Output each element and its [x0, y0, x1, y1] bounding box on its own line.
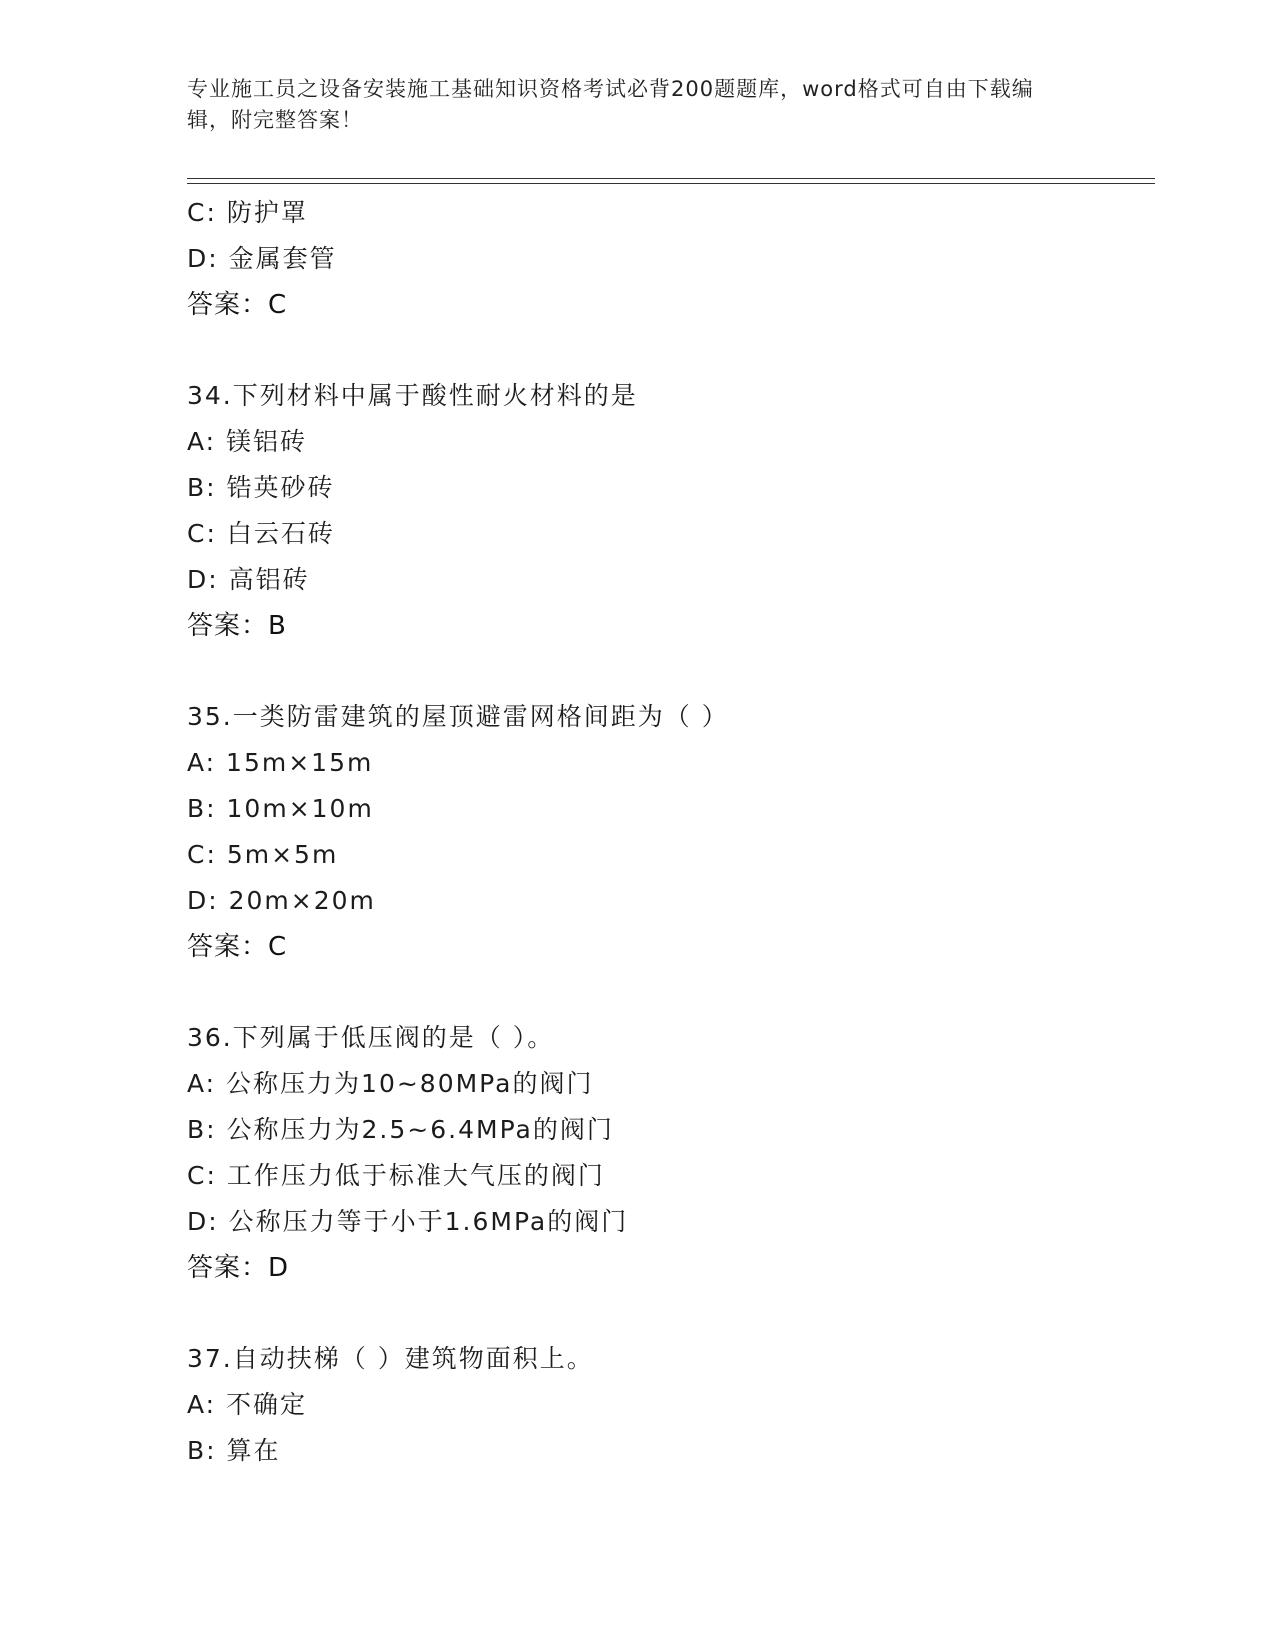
question-stem-row: [187, 373, 1147, 419]
option-row: [187, 1199, 1147, 1245]
option-row: [187, 1153, 1147, 1199]
question-stem-row: [187, 1015, 1147, 1061]
question-stem: 下列属于低压阀的是（ ）。: [232, 1023, 555, 1052]
question-stem: 下列材料中属于酸性耐火材料的是: [232, 381, 638, 410]
option-text: 金属套管: [228, 244, 337, 273]
option-row: [187, 511, 1147, 557]
question-number: 35.: [187, 702, 233, 731]
option-text: 10m×10m: [226, 794, 374, 823]
option-text: 高铝砖: [228, 565, 310, 594]
option-letter: D:: [187, 886, 229, 915]
option-row: [187, 236, 1147, 282]
option-row: [187, 740, 1147, 786]
option-text: 公称压力等于小于1.6MPa的阀门: [228, 1207, 629, 1236]
option-letter: B:: [187, 1115, 227, 1144]
option-row: [187, 878, 1147, 924]
option-row: [187, 190, 1147, 236]
answer-line: 答案：C: [187, 932, 288, 962]
option-row: [187, 1107, 1147, 1153]
question-number: 36.: [187, 1023, 233, 1052]
option-letter: D:: [187, 565, 229, 594]
option-row: [187, 419, 1147, 465]
answer-line: 答案：C: [187, 290, 288, 320]
option-letter: B:: [187, 473, 227, 502]
option-letter: C:: [187, 519, 227, 548]
option-text: 防护罩: [226, 198, 308, 227]
option-row: [187, 1382, 1147, 1428]
spacer: [187, 970, 1147, 1015]
option-letter: B:: [187, 794, 227, 823]
question-stem: 一类防雷建筑的屋顶避雷网格间距为（ ）: [232, 702, 729, 731]
option-letter: D:: [187, 1207, 229, 1236]
option-row: [187, 832, 1147, 878]
option-text: 不确定: [226, 1390, 308, 1419]
option-letter: D:: [187, 244, 229, 273]
header-divider-top: [187, 178, 1155, 179]
option-letter: C:: [187, 1161, 227, 1190]
question-stem: 自动扶梯（ ）建筑物面积上。: [232, 1344, 594, 1373]
spacer: [187, 1291, 1147, 1336]
header-text: 专业施工员之设备安装施工基础知识资格考试必背200题题库，word格式可自由下载编辑，附完整答案！: [187, 77, 1034, 132]
option-row: [187, 465, 1147, 511]
option-text: 公称压力为10~80MPa的阀门: [226, 1069, 594, 1098]
option-letter: C:: [187, 840, 227, 869]
option-text: 锆英砂砖: [226, 473, 335, 502]
option-letter: A:: [187, 1069, 227, 1098]
option-text: 5m×5m: [226, 840, 339, 869]
option-row: [187, 1061, 1147, 1107]
document-header: [187, 74, 1067, 136]
option-text: 公称压力为2.5~6.4MPa的阀门: [226, 1115, 614, 1144]
question-stem-row: [187, 1336, 1147, 1382]
option-letter: A:: [187, 427, 227, 456]
option-text: 白云石砖: [226, 519, 335, 548]
option-letter: B:: [187, 1436, 227, 1465]
option-row: [187, 557, 1147, 603]
option-text: 算在: [226, 1436, 281, 1465]
option-text: 镁铝砖: [226, 427, 308, 456]
question-stem-row: [187, 694, 1147, 740]
answer-line: 答案：D: [187, 1253, 290, 1283]
option-letter: C:: [187, 198, 227, 227]
option-text: 20m×20m: [228, 886, 376, 915]
spacer: [187, 649, 1147, 694]
spacer: [187, 328, 1147, 373]
question-number: 37.: [187, 1344, 233, 1373]
question-number: 34.: [187, 381, 233, 410]
answer-line: 答案：B: [187, 611, 287, 641]
option-text: 15m×15m: [226, 748, 374, 777]
option-row: [187, 1428, 1147, 1474]
option-text: 工作压力低于标准大气压的阀门: [226, 1161, 605, 1190]
option-letter: A:: [187, 1390, 227, 1419]
option-letter: A:: [187, 748, 227, 777]
option-row: [187, 786, 1147, 832]
header-divider-bottom: [187, 183, 1155, 184]
question-list: [187, 190, 1147, 1474]
